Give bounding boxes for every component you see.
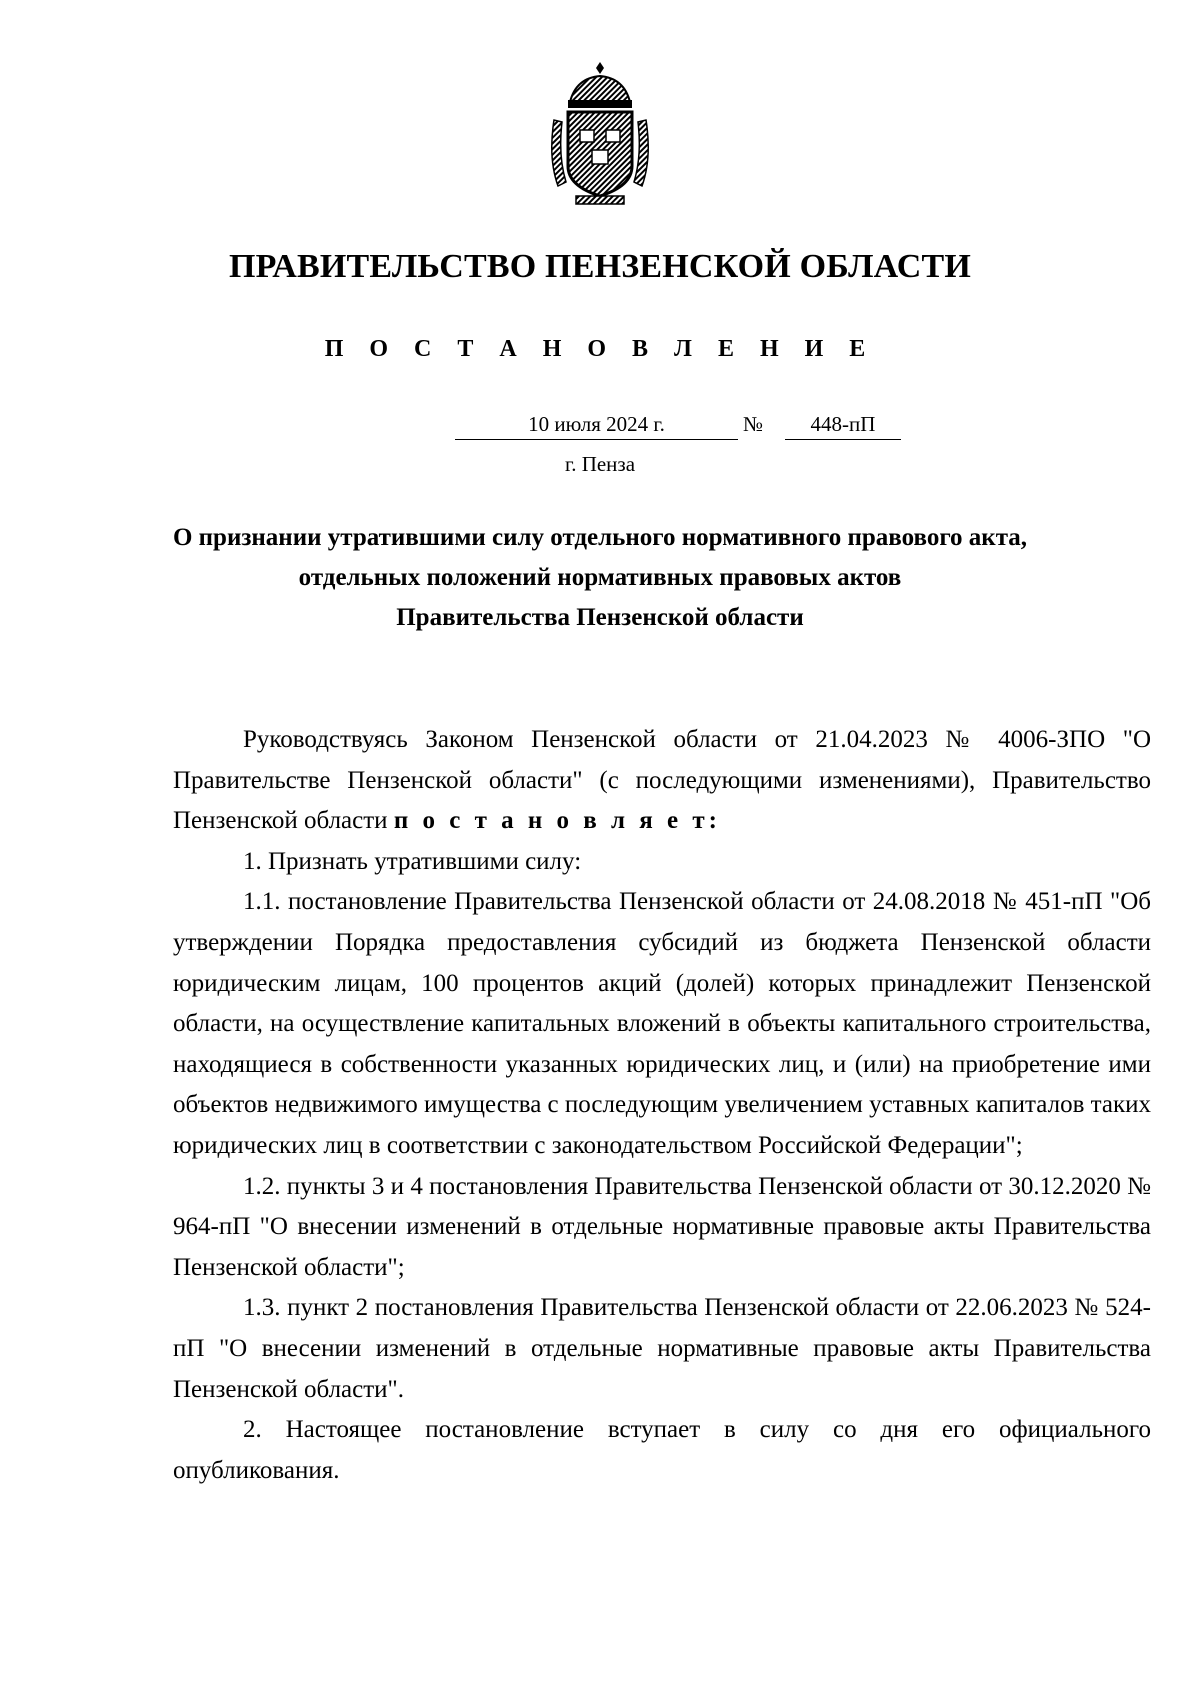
intro-text: Руководствуясь Законом Пензенской области от 21.04.2023 № 4006-ЗПО "О Правительстве Пензенской области" (с последующими изменениями), Правительство Пензенской области [173,726,1151,835]
paragraph-item-1: 1. Признать утратившими силу: [243,847,582,875]
paragraph-intro [173,720,1151,842]
subject-line: отдельных положений нормативных правовых актов [298,564,902,591]
organization-title: ПРАВИТЕЛЬСТВО ПЕНЗЕНСКОЙ ОБЛАСТИ [228,248,971,285]
document-type: П О С Т А Н О В Л Е Н И Е [324,336,876,362]
subject-line: Правительства Пензенской области [396,604,804,631]
number-sign: № [743,412,764,436]
subject-line: О признании утратившими силу отдельного нормативного правового акта, [172,524,1028,551]
penza-coat-of-arms-icon [546,58,654,208]
document-date: 10 июля 2024 г. [455,412,738,440]
paragraph-item-1-2: 1.2. пункты 3 и 4 постановления Правительства Пензенской области от 30.12.2020 № 964-пП "О внесении изменений в отдельные нормативные правовые акты Правительства Пензенской области"; [173,1172,1151,1281]
document-subject [150,518,1050,638]
document-body [173,720,1151,1491]
document-number: 448-пП [785,412,901,440]
city: г. Пенза [564,452,636,476]
paragraph-item-2: 2. Настоящее постановление вступает в силу со дня его официального опубликования. [173,1416,1151,1484]
paragraph-item-1-1: 1.1. постановление Правительства Пензенской области от 24.08.2018 № 451-пП "Об утверждении Порядка предоставления субсидий из бюджета Пензенской области юридическим лицам, 100 процентов акций (долей) которых принадлежит Пензенской области, на осуществление капитальных вложений в объекты капитального строительства, находящиеся в собственности указанных юридических лиц, и (или) на приобретение ими объектов недвижимого имущества с последующим увеличением уставных капиталов таких юридических лиц в соответствии с законодательством Российской Федерации"; [173,888,1151,1159]
paragraph-item-1-3: 1.3. пункт 2 постановления Правительства Пензенской области от 22.06.2023 № 524-пП "О внесении изменений в отдельные нормативные правовые акты Правительства Пензенской области". [173,1294,1151,1403]
intro-keyword: п о с т а н о в л я е т: [393,807,722,835]
